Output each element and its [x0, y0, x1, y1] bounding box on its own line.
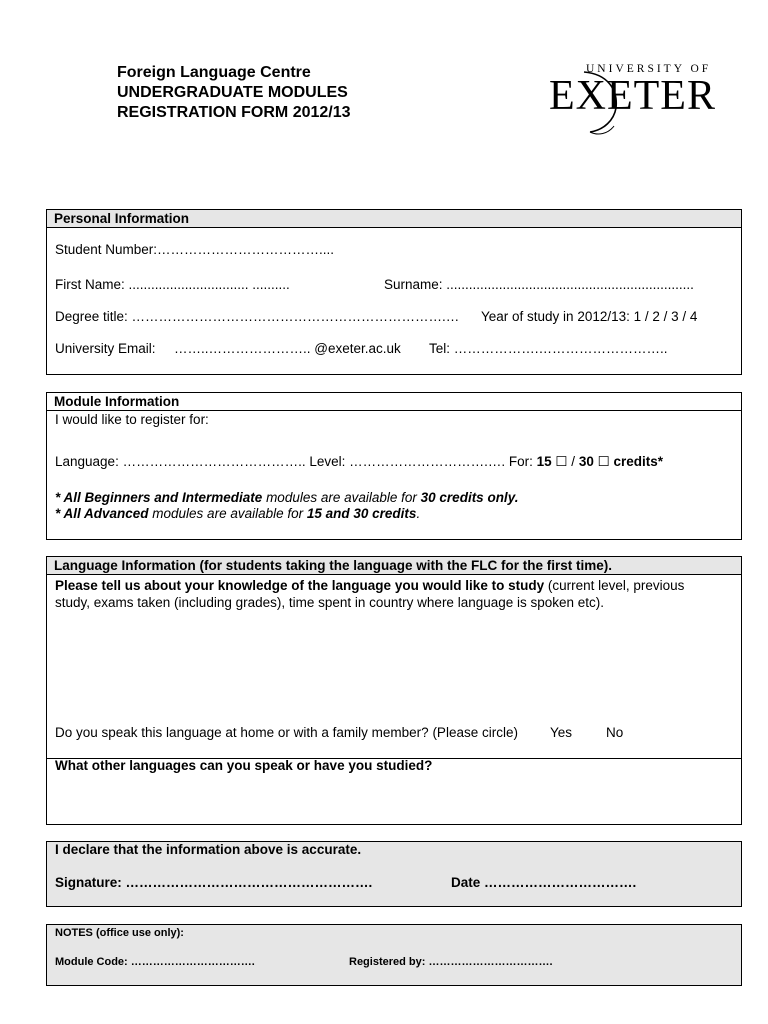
signature-field[interactable]: Signature: ……………………………………………….	[55, 875, 373, 890]
date-field[interactable]: Date …………………………….	[451, 875, 637, 890]
university-logo	[544, 60, 730, 140]
module-information-section	[46, 392, 742, 540]
note-2-bold: * All Advanced	[55, 506, 149, 521]
note-1-bold: * All Beginners and Intermediate	[55, 490, 263, 505]
module-language-row	[55, 454, 663, 470]
declaration-section	[46, 841, 742, 907]
note-1-end: 30 credits only.	[420, 490, 519, 505]
tel-field[interactable]: Tel: ……………….………………………..	[429, 341, 668, 356]
credits-30: 30	[578, 454, 594, 469]
module-intro: I would like to register for:	[55, 412, 209, 427]
email-label: University Email:	[55, 341, 156, 356]
checkbox-15-icon[interactable]: ☐	[555, 454, 568, 469]
checkbox-30-icon[interactable]: ☐	[597, 454, 610, 469]
form-header	[117, 63, 351, 123]
notes-heading: NOTES (office use only):	[55, 927, 184, 939]
section-heading: Language Information (for students taking the language with the FLC for the first time).	[47, 557, 741, 575]
degree-title-field[interactable]: Degree title: …………………………………………………………….…	[55, 309, 460, 324]
note-1-text: modules are available for	[262, 490, 421, 505]
student-number-field[interactable]: Student Number:………………………………....	[55, 242, 335, 257]
other-languages-question: What other languages can you speak or have you studied?	[55, 758, 433, 773]
credits-15: 15	[536, 454, 552, 469]
module-note-2	[55, 506, 420, 521]
centre-name: Foreign Language Centre	[117, 64, 311, 81]
surname-field[interactable]: Surname: ..................................................................	[384, 277, 694, 292]
declaration-text: I declare that the information above is accurate.	[55, 842, 362, 857]
logo-exeter: EXETER	[549, 73, 716, 119]
logo-university-of: UNIVERSITY OF	[586, 63, 712, 75]
module-code-field[interactable]: Module Code: …………………………….	[55, 956, 255, 968]
language-level-field[interactable]: Language: ………………………………….. Level: ………………………….…. For:	[55, 454, 533, 469]
form-title: REGISTRATION FORM 2012/13	[117, 104, 351, 121]
home-language-question: Do you speak this language at home or with a family member? (Please circle)	[55, 725, 518, 740]
registered-by-field[interactable]: Registered by: …………………………….	[349, 956, 553, 968]
note-2-end: 15 and 30 credits	[306, 506, 417, 521]
logo-swash	[544, 60, 730, 140]
year-of-study-field[interactable]: Year of study in 2012/13: 1 / 2 / 3 / 4	[481, 309, 698, 324]
personal-information-section	[46, 209, 742, 375]
knowledge-question-bold: Please tell us about your knowledge of the language you would like to study	[55, 578, 545, 593]
first-name-field[interactable]: First Name: ................................ ..........	[55, 277, 290, 292]
note-2-text: modules are available for	[148, 506, 307, 521]
form-subtitle: UNDERGRADUATE MODULES	[117, 84, 348, 101]
knowledge-question-rest: (current level, previous	[544, 578, 685, 593]
note-2-period: .	[416, 506, 421, 521]
yes-option[interactable]: Yes	[550, 725, 573, 740]
language-information-section	[46, 556, 742, 825]
module-note-1	[55, 490, 518, 505]
notes-section	[46, 924, 742, 986]
section-heading: Personal Information	[47, 210, 741, 228]
knowledge-question	[55, 578, 684, 593]
credits-label: credits*	[613, 454, 664, 469]
credits-slash: /	[571, 454, 576, 469]
knowledge-question-line2: study, exams taken (including grades), time spent in country where language is spoken etc).	[55, 595, 605, 610]
section-heading: Module Information	[47, 393, 741, 411]
email-field[interactable]: ……..………………….. @exeter.ac.uk	[174, 341, 401, 356]
no-option[interactable]: No	[606, 725, 624, 740]
